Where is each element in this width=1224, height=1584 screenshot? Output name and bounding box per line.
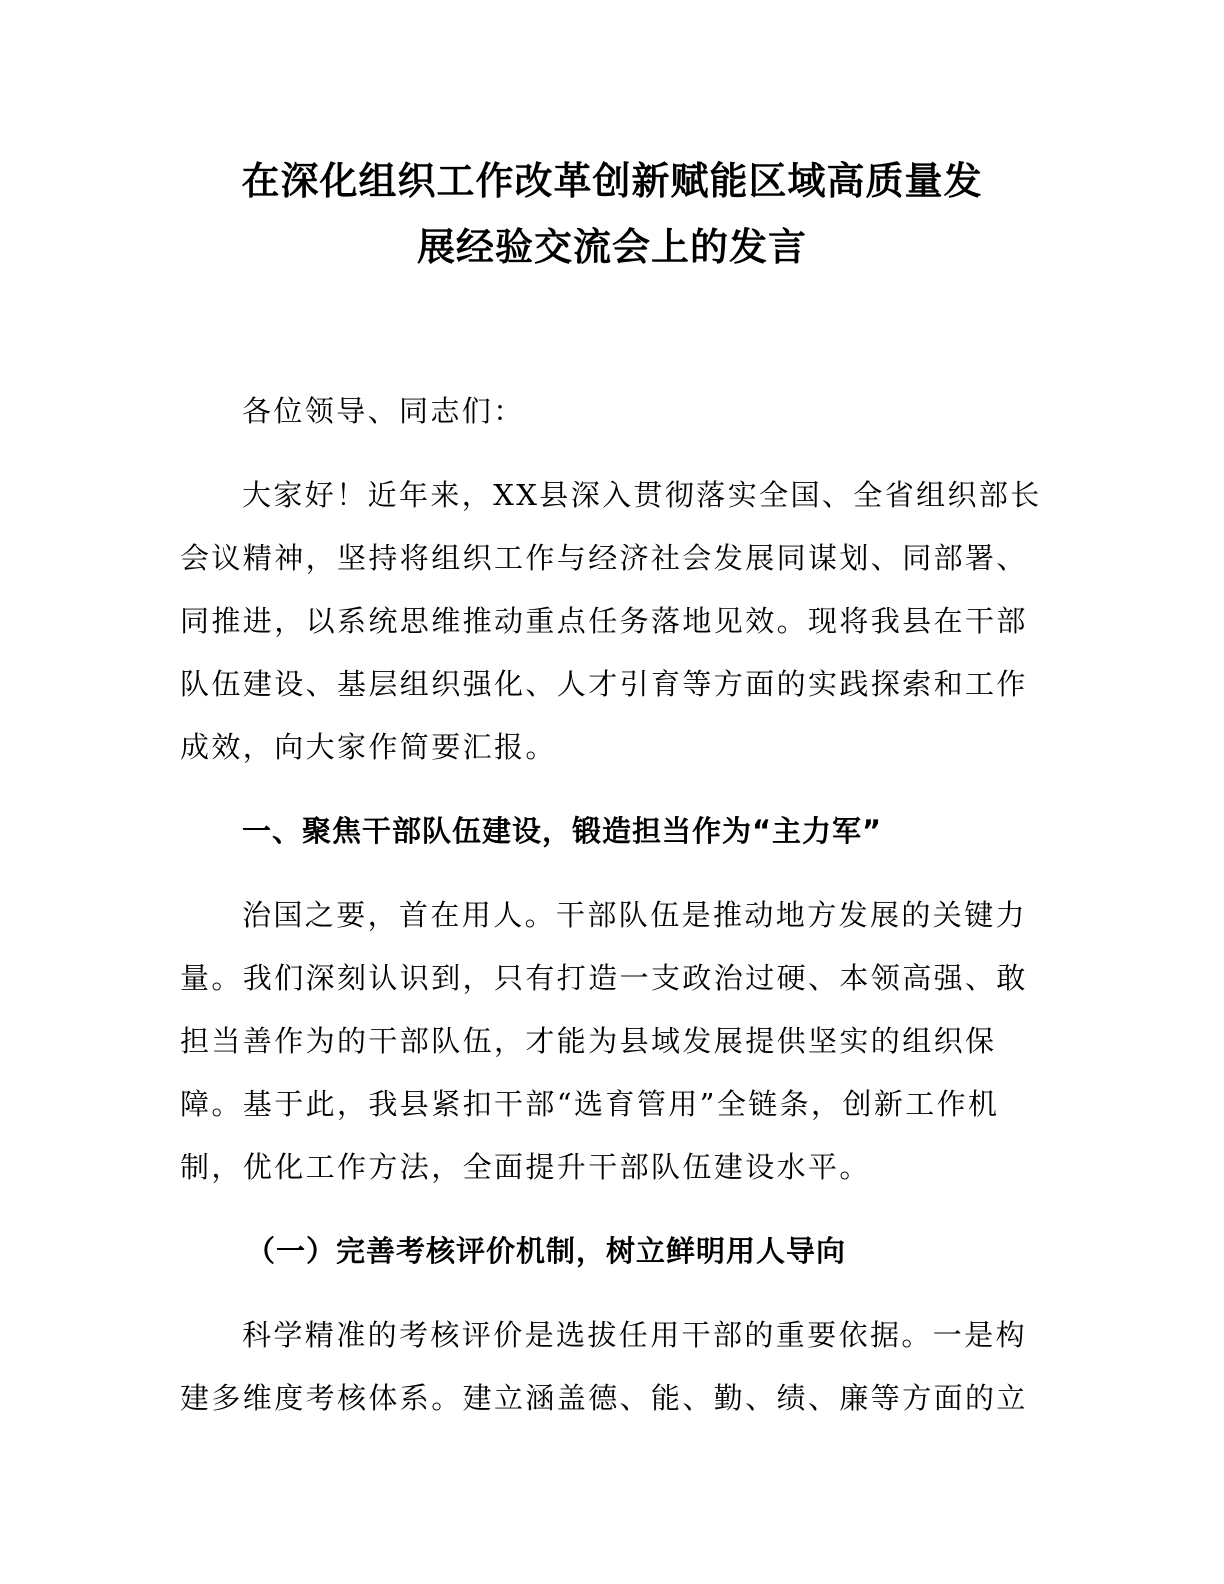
subsection-1-paragraph: 科学精准的考核评价是选拔任用干部的重要依据。一是构建多维度考核体系。建立涵盖德、能、勤、绩、廉等方面的立 xyxy=(180,1318,1028,1415)
title-line-1: 在深化组织工作改革创新赋能区域高质量发 xyxy=(241,159,983,203)
subsection-1-heading: （一）完善考核评价机制，树立鲜明用人导向 xyxy=(246,1234,847,1268)
salutation: 各位领导、同志们： xyxy=(242,394,525,428)
title-line-2: 展经验交流会上的发言 xyxy=(416,225,807,269)
section-1-heading: 一、聚焦干部队伍建设，锻造担当作为“主力军” xyxy=(242,814,883,848)
section-1-paragraph: 治国之要，首在用人。干部队伍是推动地方发展的关键力量。我们深刻认识到，只有打造一支政治过硬、本领高强、敢担当善作为的干部队伍，才能为县域发展提供坚实的组织保障。基于此，我县紧扣干部“选育管用”全链条，创新工作机制，优化工作方法，全面提升干部队伍建设水平。 xyxy=(180,898,1028,1184)
intro-paragraph: 大家好！近年来，XX县深入贯彻落实全国、全省组织部长会议精神，坚持将组织工作与经济社会发展同谋划、同部署、同推进，以系统思维推动重点任务落地见效。现将我县在干部队伍建设、基层组织强化、人才引育等方面的实践探索和工作成效，向大家作简要汇报。 xyxy=(180,478,1042,764)
document-title xyxy=(150,148,1074,280)
